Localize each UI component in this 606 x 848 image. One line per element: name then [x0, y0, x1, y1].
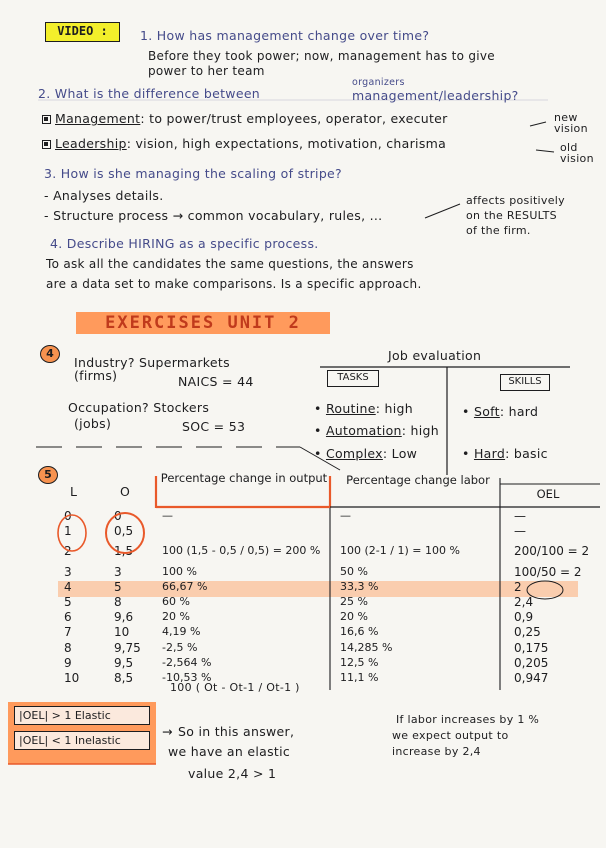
cell-pct-labor: — — [340, 509, 351, 522]
conclusion-line-3: value 2,4 > 1 — [188, 766, 277, 781]
cell-pct-labor: 12,5 % — [340, 655, 379, 669]
answer-3-note-2: on the RESULTS — [466, 209, 557, 222]
cell-pct-labor: 33,3 % — [340, 579, 379, 593]
question-2-organizers-note: organizers — [352, 77, 405, 88]
exercise-4-number: 4 — [40, 345, 60, 363]
exercises-title: EXERCISES UNIT 2 — [76, 312, 330, 334]
skill-item: • Hard: basic — [462, 446, 548, 461]
answer-1-line-1: Before they took power; now, management has to give — [148, 49, 495, 63]
cell-l: 9 — [64, 655, 72, 670]
skill-value: : basic — [505, 446, 548, 461]
cell-pct-output: 4,19 % — [162, 625, 201, 639]
cell-o: 9,75 — [114, 640, 141, 655]
task-term: Automation — [325, 423, 402, 438]
question-3: 3. How is she managing the scaling of stripe? — [44, 166, 342, 181]
cell-pct-output: 100 % — [162, 564, 197, 578]
conclusion-line-2: we have an elastic — [168, 744, 291, 759]
occupation-sub: (jobs) — [74, 416, 112, 431]
question-4: 4. Describe HIRING as a specific process. — [50, 236, 319, 251]
cell-pct-output: — — [162, 509, 173, 522]
task-value: : high — [401, 423, 440, 438]
cell-l: 2 — [64, 544, 72, 559]
answer-4-line-2: are a data set to make comparisons. Is a specific approach. — [46, 277, 422, 291]
cell-oel: 0,947 — [514, 671, 549, 685]
soc-code: SOC = 53 — [182, 419, 246, 434]
note-line-1: If labor increases by 1 % — [396, 713, 540, 726]
task-term: Complex — [325, 446, 383, 461]
arrow-icon: → — [162, 724, 173, 739]
cell-oel: — — [514, 509, 526, 523]
header-pct-output: Percentage change in output — [160, 471, 328, 485]
exercise-5-number: 5 — [38, 466, 58, 484]
answer-3-line-2: - Structure process → common vocabulary, rules, ... — [44, 208, 383, 223]
question-1: 1. How has management change over time? — [140, 28, 430, 43]
tasks-label: TASKS — [327, 370, 379, 387]
task-value: : high — [375, 401, 413, 416]
header-pct-labor: Percentage change labor — [346, 473, 490, 487]
cell-l: 1 — [64, 524, 72, 539]
cell-pct-output: 66,67 % — [162, 579, 208, 593]
note-line-3: increase by 2,4 — [392, 745, 481, 758]
cell-pct-labor: 14,285 % — [340, 640, 393, 654]
cell-l: 6 — [64, 610, 72, 625]
answer-1-line-2: power to her team — [148, 64, 265, 78]
cell-o: 9,6 — [114, 610, 134, 625]
answer-3-note-1: affects positively — [466, 194, 565, 207]
task-item: • Routine: high — [314, 401, 413, 416]
conclusion-line-1: So in this answer, — [178, 724, 295, 739]
cell-l: 3 — [64, 564, 72, 579]
leadership-term: Leadership — [55, 136, 127, 151]
note-line-2: we expect output to — [392, 729, 509, 742]
cell-l: 7 — [64, 625, 72, 640]
leadership-definition: : vision, high expectations, motivation, charisma — [126, 136, 447, 151]
naics-code: NAICS = 44 — [178, 374, 254, 389]
question-2-start: 2. What is the difference between — [38, 86, 261, 101]
cell-pct-labor: 11,1 % — [340, 671, 379, 684]
leadership-note: old vision — [560, 141, 594, 165]
oel-elastic: |OEL| > 1 Elastic — [14, 706, 150, 725]
cell-l: 4 — [64, 579, 72, 594]
occupation-question: Occupation? Stockers — [68, 400, 210, 415]
answer-3-line-1: - Analyses details. — [44, 188, 164, 203]
cell-pct-labor: 16,6 % — [340, 625, 379, 639]
cell-oel: 0,205 — [514, 655, 549, 670]
skills-label: SKILLS — [500, 374, 550, 391]
cell-o: 9,5 — [114, 655, 134, 670]
cell-oel: 100/50 = 2 — [514, 564, 582, 579]
header-o: O — [120, 484, 131, 499]
cell-pct-output: 100 (1,5 - 0,5 / 0,5) = 200 % — [162, 544, 321, 558]
growth-formula: 100 ( Ot - Ot-1 / Ot-1 ) — [170, 681, 300, 694]
cell-o: 8,5 — [114, 671, 134, 685]
industry-sub: (firms) — [74, 368, 118, 383]
cell-pct-labor: 20 % — [340, 610, 368, 624]
task-value: : Low — [382, 446, 418, 461]
cell-o: 5 — [114, 579, 122, 594]
oel-inelastic: |OEL| < 1 Inelastic — [14, 731, 150, 750]
cell-pct-output: 60 % — [162, 595, 190, 608]
cell-pct-labor: 100 (2-1 / 1) = 100 % — [340, 544, 460, 558]
header-l: L — [70, 484, 78, 499]
cell-pct-labor: 25 % — [340, 595, 368, 608]
header-oel: OEL — [536, 487, 560, 501]
task-item: • Automation: high — [314, 423, 440, 438]
cell-oel: 0,9 — [514, 610, 534, 625]
skill-value: : hard — [499, 404, 539, 419]
cell-o: 0,5 — [114, 524, 134, 539]
cell-pct-output: 20 % — [162, 610, 190, 624]
skill-term: Soft — [473, 404, 500, 419]
cell-pct-labor: 50 % — [340, 564, 368, 578]
cell-o: 8 — [114, 595, 122, 609]
cell-pct-output: -2,5 % — [162, 640, 198, 654]
skill-item: • Soft: hard — [462, 404, 539, 419]
cell-o: 0 — [114, 509, 122, 523]
cell-pct-output: -2,564 % — [162, 655, 212, 669]
cell-oel: 200/100 = 2 — [514, 544, 590, 559]
management-definition: : to power/trust employees, operator, executer — [140, 111, 448, 126]
job-evaluation-title: Job evaluation — [388, 348, 482, 363]
cell-o: 3 — [114, 564, 122, 579]
task-term: Routine — [325, 401, 376, 416]
cell-oel: 0,25 — [514, 625, 541, 640]
industry-question: Industry? Supermarkets — [74, 355, 230, 370]
skill-term: Hard — [473, 446, 506, 461]
task-item: • Complex: Low — [314, 446, 418, 461]
management-term: Management — [55, 111, 141, 126]
cell-pct-output: -10,53 % — [162, 671, 212, 684]
cell-l: 5 — [64, 595, 72, 609]
question-2-end: management/leadership? — [352, 88, 519, 103]
cell-o: 10 — [114, 625, 130, 640]
cell-oel: 0,175 — [514, 640, 549, 655]
cell-oel: 2,4 — [514, 595, 534, 609]
cell-oel: 2 — [514, 579, 522, 594]
cell-l: 0 — [64, 509, 72, 523]
management-note: new vision — [554, 111, 588, 135]
cell-l: 10 — [64, 671, 80, 685]
cell-oel: — — [514, 524, 526, 539]
cell-o: 1,5 — [114, 544, 134, 559]
video-label: VIDEO : — [45, 22, 120, 42]
answer-4-line-1: To ask all the candidates the same questions, the answers — [46, 257, 414, 271]
answer-3-note-3: of the firm. — [466, 224, 531, 237]
cell-l: 8 — [64, 640, 72, 655]
